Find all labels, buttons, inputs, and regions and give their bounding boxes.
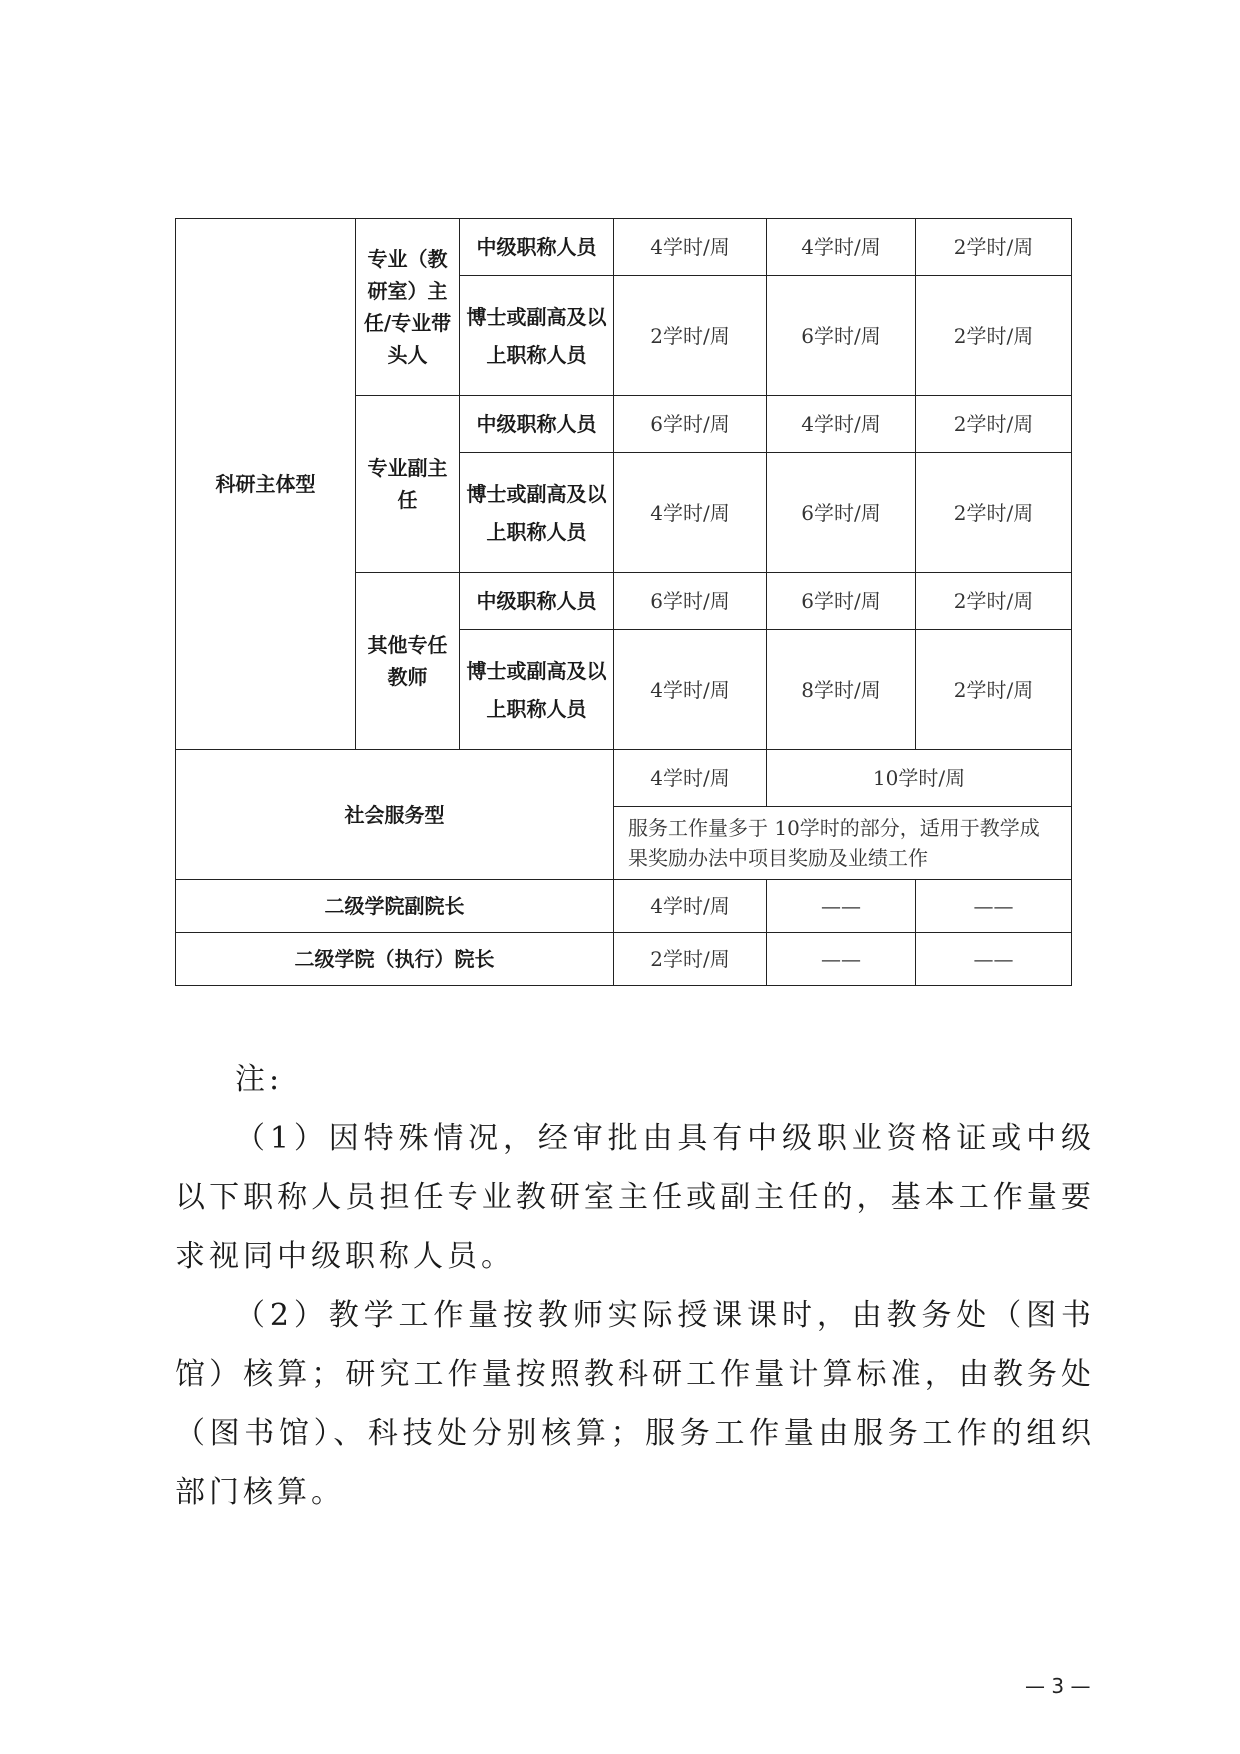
- role-cell: 其他专任教师: [356, 573, 460, 750]
- value-cell: 6学时/周: [767, 453, 916, 573]
- table-row: [176, 933, 1072, 986]
- value-cell: 2学时/周: [916, 573, 1072, 630]
- value-cell: 6学时/周: [614, 573, 767, 630]
- value-cell: 2学时/周: [614, 933, 767, 986]
- value-cell: 4学时/周: [614, 880, 767, 933]
- value-cell: 6学时/周: [767, 276, 916, 396]
- title-cell: 博士或副高及以上职称人员: [460, 276, 614, 396]
- role-cell: 专业（教研室）主任/专业带头人: [356, 219, 460, 396]
- page-number: — 3 —: [1025, 1674, 1091, 1698]
- service-note-cell: 服务工作量多于 10学时的部分，适用于教学成果奖励办法中项目奖励及业绩工作: [614, 807, 1072, 880]
- value-cell: ——: [767, 880, 916, 933]
- value-cell: 4学时/周: [614, 750, 767, 807]
- value-cell: 2学时/周: [916, 276, 1072, 396]
- role-cell: 专业副主任: [356, 396, 460, 573]
- value-cell: 4学时/周: [767, 219, 916, 276]
- value-cell: 2学时/周: [916, 219, 1072, 276]
- category-social-service: 社会服务型: [176, 750, 614, 880]
- value-cell: 8学时/周: [767, 630, 916, 750]
- value-cell: 10学时/周: [767, 750, 1072, 807]
- title-cell: 中级职称人员: [460, 396, 614, 453]
- notes-title: 注:: [235, 1062, 284, 1097]
- title-cell-dean: 二级学院（执行）院长: [176, 933, 614, 986]
- title-cell: 博士或副高及以上职称人员: [460, 630, 614, 750]
- value-cell: 4学时/周: [614, 453, 767, 573]
- value-cell: ——: [916, 933, 1072, 986]
- title-cell: 博士或副高及以上职称人员: [460, 453, 614, 573]
- table-row: [176, 880, 1072, 933]
- value-cell: ——: [916, 880, 1072, 933]
- value-cell: 4学时/周: [767, 396, 916, 453]
- title-cell: 中级职称人员: [460, 219, 614, 276]
- title-cell: 中级职称人员: [460, 573, 614, 630]
- workload-table: [175, 218, 1072, 986]
- value-cell: 4学时/周: [614, 630, 767, 750]
- value-cell: 6学时/周: [767, 573, 916, 630]
- notes-section: [175, 1050, 1095, 1522]
- value-cell: ——: [767, 933, 916, 986]
- value-cell: 6学时/周: [614, 396, 767, 453]
- value-cell: 2学时/周: [916, 453, 1072, 573]
- table-row: [176, 750, 1072, 807]
- value-cell: 2学时/周: [614, 276, 767, 396]
- value-cell: 2学时/周: [916, 630, 1072, 750]
- note-paragraph: （1）因特殊情况，经审批由具有中级职业资格证或中级以下职称人员担任专业教研室主任或副主任的，基本工作量要求视同中级职称人员。: [175, 1121, 1095, 1274]
- category-research: 科研主体型: [176, 219, 356, 750]
- value-cell: 2学时/周: [916, 396, 1072, 453]
- title-cell-vice-dean: 二级学院副院长: [176, 880, 614, 933]
- note-paragraph: （2）教学工作量按教师实际授课课时，由教务处（图书馆）核算；研究工作量按照教科研工作量计算标准，由教务处（图书馆）、科技处分别核算；服务工作量由服务工作的组织部门核算。: [175, 1298, 1095, 1510]
- table-row: [176, 219, 1072, 276]
- value-cell: 4学时/周: [614, 219, 767, 276]
